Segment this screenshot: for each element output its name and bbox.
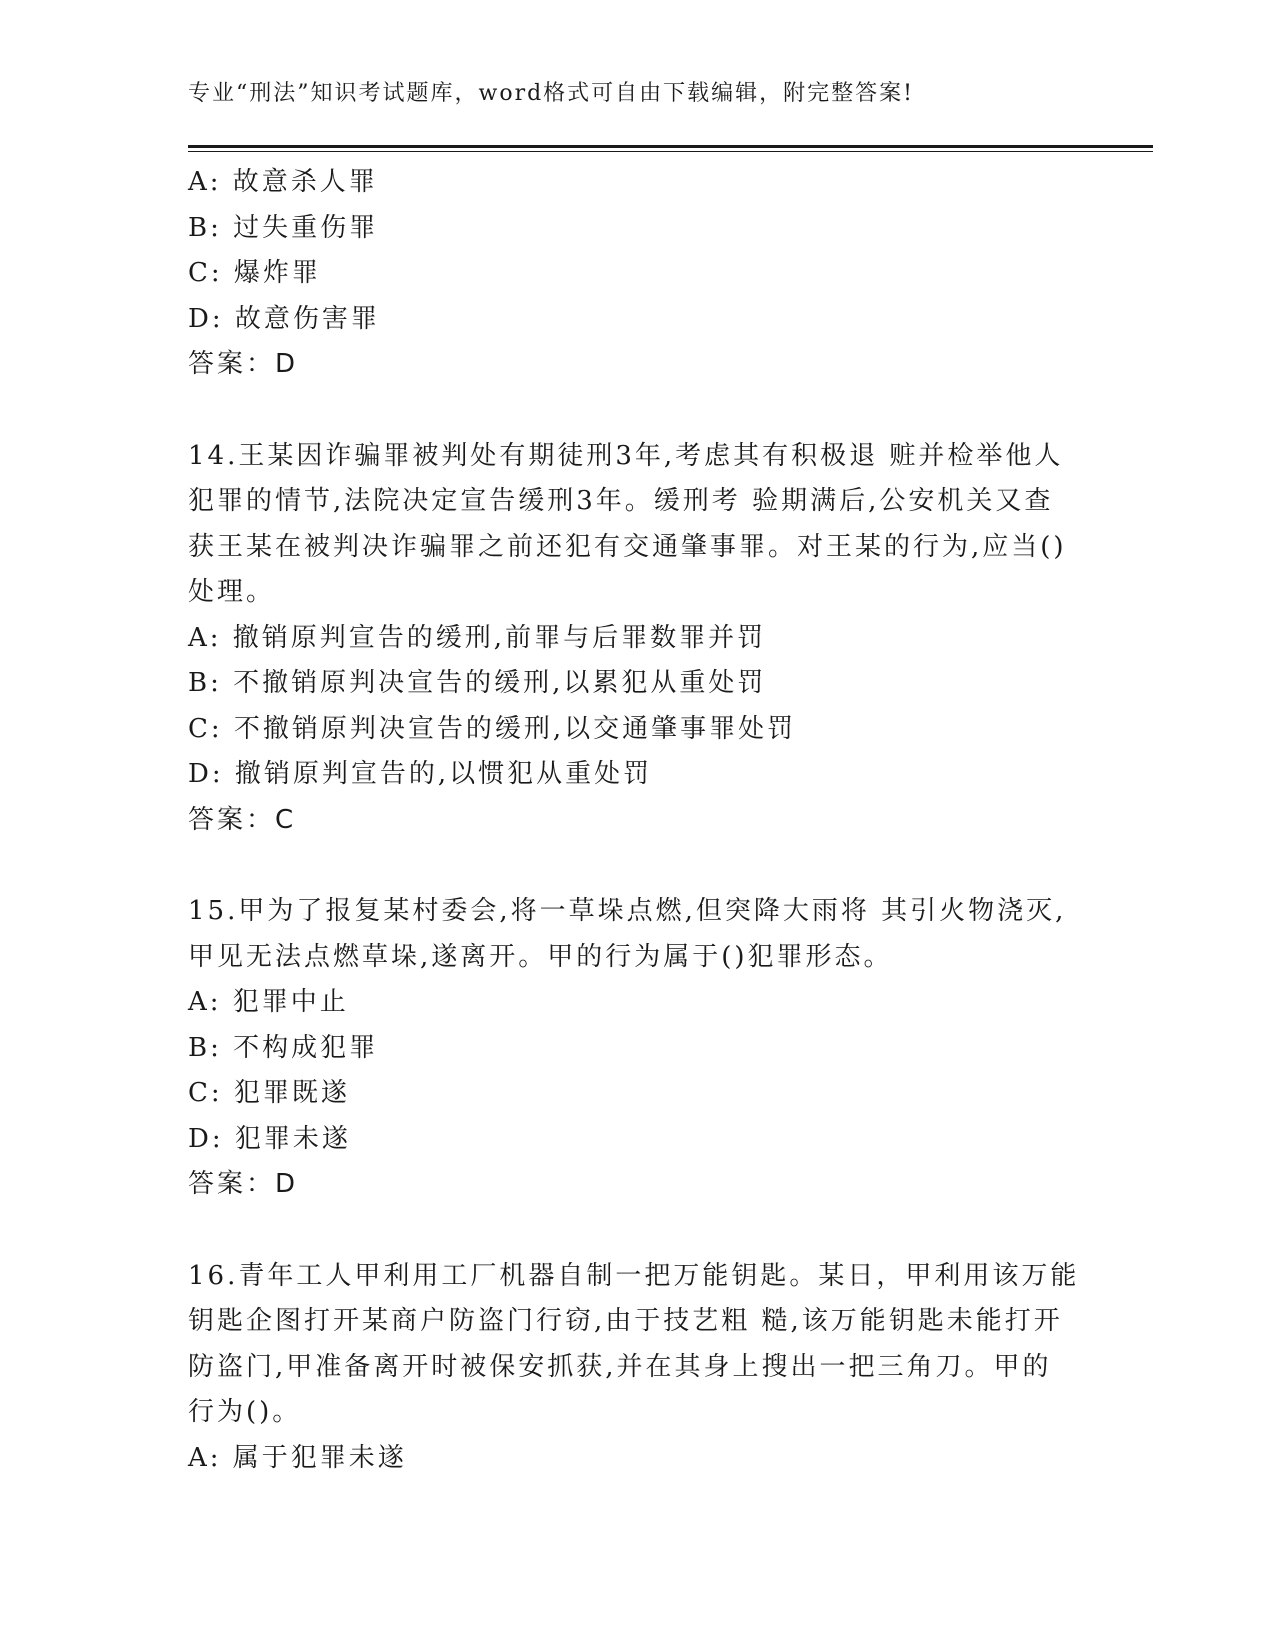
stem-line: 14.王某因诈骗罪被判处有期徒刑3年,考虑其有积极退 赃并检举他人 xyxy=(188,440,1064,471)
answer: 答案：D xyxy=(188,349,299,379)
option-a: A: 撤销原判宣告的缓刑,前罪与后罪数罪并罚 xyxy=(188,622,767,653)
option-d: D: 撤销原判宣告的,以惯犯从重处罚 xyxy=(188,759,653,789)
stem-line: 犯罪的情节,法院决定宣告缓刑3年。缓刑考 验期满后,公安机关又查 xyxy=(188,486,1054,516)
question-13-continued xyxy=(188,160,1088,388)
stem-line: 获王某在被判决诈骗罪之前还犯有交通肇事罪。对王某的行为,应当() xyxy=(188,531,1067,562)
option-b: B: 不撤销原判决宣告的缓刑,以累犯从重处罚 xyxy=(188,668,767,698)
spacer xyxy=(188,843,1088,889)
question-15 xyxy=(188,889,1088,1208)
option-d: D: 故意伤害罪 xyxy=(188,303,380,334)
answer: 答案：C xyxy=(188,804,297,835)
option-c: C: 不撤销原判决宣告的缓刑,以交通肇事罪处罚 xyxy=(188,713,797,744)
spacer xyxy=(188,1208,1088,1254)
question-16 xyxy=(188,1254,1088,1482)
option-a: A: 属于犯罪未遂 xyxy=(188,1442,407,1473)
question-14 xyxy=(188,434,1088,844)
option-d: D: 犯罪未遂 xyxy=(188,1123,351,1154)
document-body xyxy=(188,160,1088,1481)
question-stem xyxy=(188,434,1088,616)
question-stem xyxy=(188,1254,1088,1436)
stem-line: 16.青年工人甲利用工厂机器自制一把万能钥匙。某日，甲利用该万能 xyxy=(188,1260,1080,1291)
stem-line: 防盗门,甲准备离开时被保安抓获,并在其身上搜出一把三角刀。甲的 xyxy=(188,1351,1052,1382)
question-stem xyxy=(188,889,1088,980)
stem-line: 处理。 xyxy=(188,577,276,607)
header-rule-thick xyxy=(188,145,1153,148)
option-b: B: 过失重伤罪 xyxy=(188,212,379,243)
stem-line: 甲见无法点燃草垛,遂离开。甲的行为属于()犯罪形态。 xyxy=(188,941,893,972)
option-c: C: 犯罪既遂 xyxy=(188,1078,350,1108)
stem-line: 行为()。 xyxy=(188,1397,302,1427)
option-a: A: 犯罪中止 xyxy=(188,987,349,1017)
option-c: C: 爆炸罪 xyxy=(188,258,321,288)
stem-line: 钥匙企图打开某商户防盗门行窃,由于技艺粗 糙,该万能钥匙未能打开 xyxy=(188,1306,1063,1336)
header-rule-thin xyxy=(188,151,1153,152)
answer: 答案：D xyxy=(188,1169,299,1199)
option-b: B: 不构成犯罪 xyxy=(188,1032,379,1063)
page-header: 专业“刑法”知识考试题库，word格式可自由下载编辑，附完整答案! xyxy=(188,81,915,106)
stem-line: 15.甲为了报复某村委会,将一草垛点燃,但突降大雨将 其引火物浇灭, xyxy=(188,896,1067,926)
option-a: A: 故意杀人罪 xyxy=(188,167,378,197)
spacer xyxy=(188,388,1088,434)
